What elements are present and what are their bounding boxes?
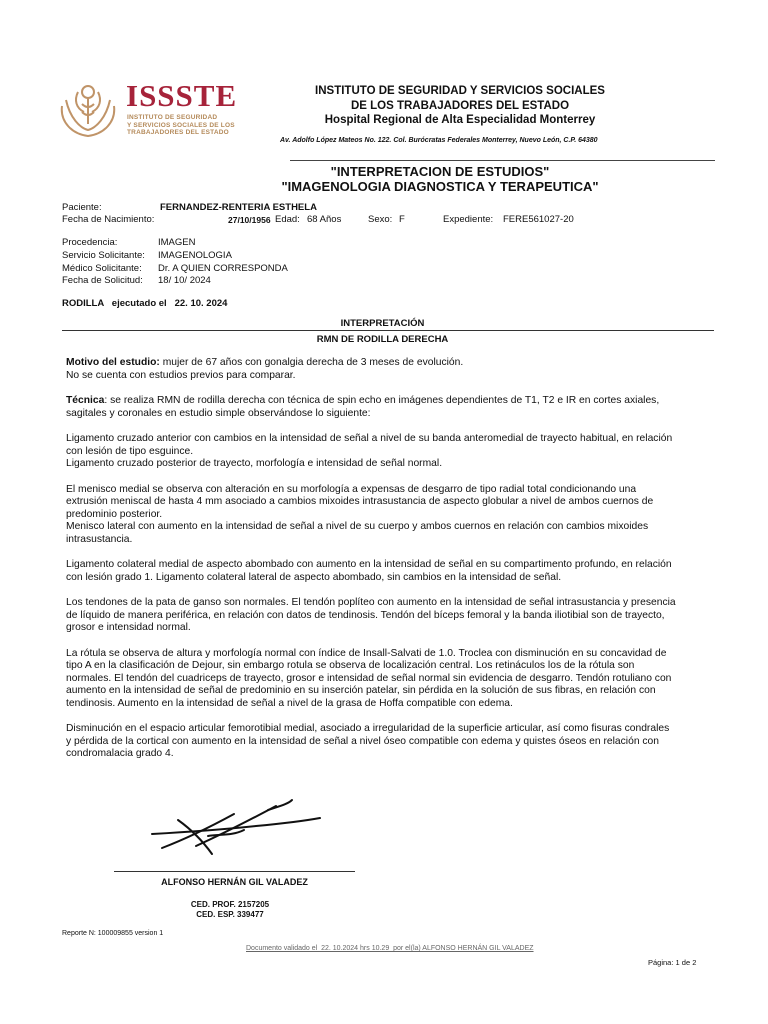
findings-paragraph: Ligamento cruzado anterior con cambios en la intensidad de señal a nivel de su banda anteromedial de trayecto habitual, en relación con lesión de tipo esguince. Ligamento cruzado posterior de trayecto, morfología e intensidad de señal normal. [66,433,673,469]
signer-credentials: CED. PROF. 2157205 CED. ESP. 339477 [190,900,270,919]
issste-logo-subtitle: INSTITUTO DE SEGURIDAD Y SERVICIOS SOCIALES DE LOS TRABAJADORES DEL ESTADO [127,114,235,136]
section-divider [62,330,714,331]
procedencia-label: Procedencia: [62,237,118,248]
sex-value: F [399,214,405,225]
signature-line [114,871,355,872]
findings-paragraph: Ligamento colateral medial de aspecto abombado con aumento en la intensidad de señal en su compartimento profundo, en relación con lesión grado 1. Ligamento colateral lateral de aspecto abombado, sin cambios en la intensidad de señal. [66,559,672,583]
patient-label: Paciente: [62,202,102,213]
birth-label: Fecha de Nacimiento: [62,214,155,225]
study-heading: RMN DE RODILLA DERECHA [316,334,449,345]
document-title: "INTERPRETACION DE ESTUDIOS" "IMAGENOLOGIA DIAGNOSTICA Y TERAPEUTICA" [281,164,599,194]
tecnica-paragraph: Técnica: se realiza RMN de rodilla derecha con técnica de spin echo en imágenes dependientes de T1, T2 e IR en cortes axiales, sagitales y coronales en estudio simple observándose lo siguiente: [66,395,660,419]
age-value: 68 Años [307,214,342,225]
findings-paragraph: Los tendones de la pata de ganso son normales. El tendón poplíteo con aumento en la intensidad de señal intrasustancia y presencia de líquido de manera periférica, en relación con datos de tendinosis. Tendón del bíceps femoral y la banda iliotibial son de trayecto, grosor e intensidad normal. [66,597,676,633]
findings-paragraph: Disminución en el espacio articular femorotibial medial, asociado a irregularidad de la superficie articular, así como fisuras condrales y pérdida de la cortical con aumento en la intensidad de señal a nivel óseo compatible con edema y quistes óseos en relación con condromalacia grado 4. [66,723,670,759]
interpretacion-heading: INTERPRETACIÓN [340,318,425,329]
fecha-solicitud-label: Fecha de Solicitud: [62,275,143,286]
handwritten-signature [148,796,328,866]
age-label: Edad: [275,214,300,225]
signer-name: ALFONSO HERNÁN GIL VALADEZ [161,877,308,887]
page-number: Página: 1 de 2 [648,958,697,967]
study-executed-line: RODILLA ejecutado el 22. 10. 2024 [62,298,228,309]
expediente-label: Expediente: [443,214,494,225]
header-divider [290,160,715,161]
expediente-value: FERE561027-20 [503,214,574,225]
sex-label: Sexo: [368,214,393,225]
institution-header: INSTITUTO DE SEGURIDAD Y SERVICIOS SOCIALES DE LOS TRABAJADORES DEL ESTADO Hospital Regional de Alta Especialidad Monterrey [315,85,605,126]
servicio-value: IMAGENOLOGIA [158,250,232,261]
motivo-paragraph: Motivo del estudio: mujer de 67 años con gonalgia derecha de 3 meses de evolución. No se cuenta con estudios previos para comparar. [66,357,464,381]
report-number: Reporte N: 100009855 version 1 [62,930,164,937]
validation-link[interactable]: Documento validado el 22. 10.2024 hrs 10.29 por el(la) ALFONSO HERNÁN GIL VALADEZ [246,945,534,952]
hospital-address: Av. Adolfo López Mateos No. 122. Col. Burócratas Federales Monterrey, Nuevo León, C.P. 64380 [280,137,598,144]
issste-wordmark: ISSSTE [126,78,238,113]
medico-label: Médico Solicitante: [62,263,142,274]
medico-value: Dr. A QUIEN CORRESPONDA [158,263,288,274]
servicio-label: Servicio Solicitante: [62,250,145,261]
procedencia-value: IMAGEN [158,237,196,248]
birth-date: 27/10/1956 [228,215,271,225]
findings-paragraph: La rótula se observa de altura y morfología normal con índice de Insall-Salvati de 1.0. Troclea con disminución en su concavidad de tipo A en la clasificación de Dejour, sin embargo rotula se observa de localización central. Los retináculos los de la rótula son normales. El tendón del cuadriceps de trayecto, grosor e intensidad de señal normal sin evidencia de desgarro. Tendón rotuliano con aumento en la intensidad de señal de predominio en su inserción patelar, sin pérdida en la solución de sus fibras, en relación con tendinosis. Aumento en la intensidad de señal a nivel de la grasa de Hoffa compatible con edema. [66,647,672,709]
patient-name: FERNANDEZ-RENTERIA ESTHELA [160,202,317,213]
findings-paragraph: El menisco medial se observa con alteración en su morfología a expensas de desgarro de tipo radial total condicionando una extrusión meniscal de hasta 4 mm asociado a cambios mixoides intrasustancia de aspecto globular a nivel de ambos cuernos de predominio posterior. Menisco lateral con aumento en la intensidad de señal a nivel de su cuerpo y ambos cuernos en relación con cambios mixoides intrasustancia. [66,483,654,545]
report-body [66,357,716,774]
fecha-solicitud-value: 18/ 10/ 2024 [158,275,211,286]
